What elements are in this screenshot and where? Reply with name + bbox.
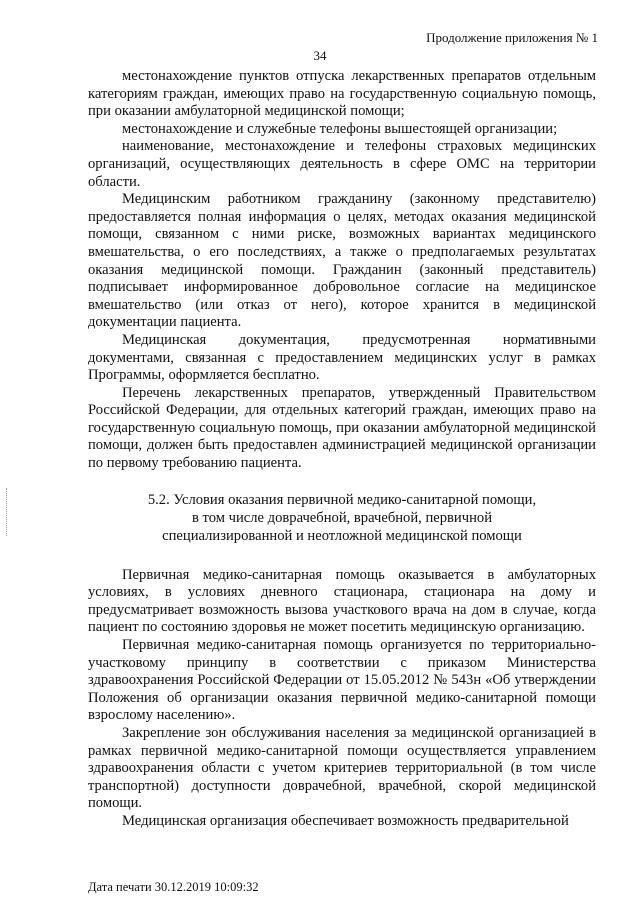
paragraph: Первичная медико-санитарная помощь организуется по территориально-участковому принципу в соответствии с приказом Министерства здравоохранения Российской Федерации от 15.05.2012 № 543н «Об утверждении Положения об организации оказания первичной медико-санитарной помощи взрослому населению».	[88, 637, 596, 724]
section-heading-line: 5.2. Условия оказания первичной медико-санитарной помощи,	[147, 491, 537, 508]
paragraph: Медицинская документация, предусмотренная нормативными документами, связанная с предоставлением медицинских услуг в рамках Программы, оформляется бесплатно.	[88, 331, 596, 384]
paragraph: местонахождение пунктов отпуска лекарственных препаратов отдельным категориям граждан, имеющих право на государственную социальную помощь, при оказании амбулаторной медицинской помощи;	[88, 68, 596, 120]
document-body	[88, 68, 596, 831]
section-heading-line: специализированной и неотложной медицинской помощи	[162, 527, 522, 544]
print-date: Дата печати 30.12.2019 10:09:32	[88, 880, 259, 894]
paragraph: Перечень лекарственных препаратов, утвержденный Правительством Российской Федерации, для отдельных категорий граждан, имеющих право на государственную социальную помощь, при оказании амбулаторной медицинской помощи, должен быть предоставлен администрацией медицинской организации по первому требованию пациента.	[88, 384, 596, 472]
paragraph: местонахождение и служебные телефоны вышестоящей организации;	[122, 120, 558, 137]
section-heading	[88, 491, 596, 545]
section-heading-line: в том числе доврачебной, врачебной, первичной	[192, 509, 492, 526]
paragraph: наименование, местонахождение и телефоны страховых медицинских организаций, осуществляющих деятельность в сфере ОМС на территории области.	[88, 138, 596, 190]
paragraph: Медицинская организация обеспечивает возможность предварительной	[122, 812, 569, 829]
paragraph: Медицинским работником гражданину (законному представителю) предоставляется полная информация о целях, методах оказания медицинской помощи, связанном с ними риске, возможных вариантах медицинского вмешательства, о его последствиях, а также о предполагаемых результатах оказания медицинской помощи. Гражданин (законный представитель) подписывает информированное добровольное согласие на медицинское вмешательство (или отказ от него), которое хранится в медицинской документации пациента.	[88, 191, 596, 331]
paragraph: Первичная медико-санитарная помощь оказывается в амбулаторных условиях, в условиях дневного стационара, стационара на дому и предусматривает возможность вызова участкового врача на дом в случае, когда пациент по состоянию здоровья не может посетить медицинскую организацию.	[88, 566, 596, 636]
paragraph: Закрепление зон обслуживания населения за медицинской организацией в рамках первичной медико-санитарной помощи осуществляется управлением здравоохранения области с учетом критериев территориальной (в том числе транспортной) доступности доврачебной, врачебной, скорой медицинской помощи.	[88, 725, 596, 812]
page-number: 34	[313, 48, 327, 63]
continuation-note: Продолжение приложения № 1	[426, 30, 598, 45]
scan-margin-marks	[6, 488, 9, 536]
